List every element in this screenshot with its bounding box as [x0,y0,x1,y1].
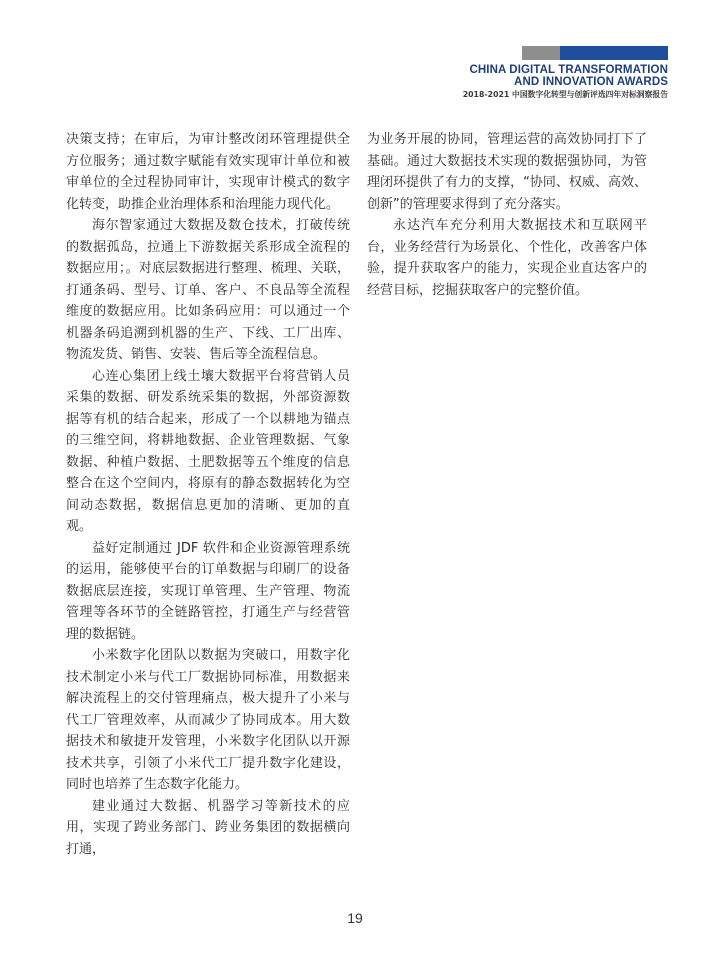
header-bar-blue [560,46,668,60]
header-subtitle: 2018-2021 中国数字化转型与创新评选四年对标洞察报告 [462,90,668,99]
paragraph: 海尔智家通过大数据及数仓技术，打破传统的数据孤岛，拉通上下游数据关系形成全流程的数据应用；。对底层数据进行整理、梳理、关联，打通条码、型号、订单、客户、不良品等全流程维度的数据应用。比如条码应用：可以通过一个机器条码追溯到机器的生产、下线、工厂出库、物流发货、销售、安装、售后等全流程信息。 [66,218,350,362]
paragraph: 永达汽车充分利用大数据技术和互联网平台，业务经营行为场景化、个性化，改善客户体验，提升获取客户的能力，实现企业直达客户的经营目标，挖掘获取客户的完整价值。 [367,218,647,298]
header-title-line2: AND INNOVATION AWARDS [514,76,668,88]
paragraph: 决策支持；在审后，为审计整改闭环管理提供全方位服务；通过数字赋能有效实现审计单位和被审单位的全过程协同审计，实现审计模式的数字化转变，助推企业治理体系和治理能力现代化。 [66,132,350,212]
paragraph: 为业务开展的协同，管理运营的高效协同打下了基础。通过大数据技术实现的数据强协同，为管理闭环提供了有力的支撑，“协同、权威、高效、创新”的管理要求得到了充分落实。 [367,132,647,212]
paragraph: 益好定制通过 JDF 软件和企业资源管理系统的运用，能够使平台的订单数据与印刷厂的设备数据底层连接，实现订单管理、生产管理、物流管理等各环节的全链路管控，打通生产与经营管理的数据链。 [66,540,350,642]
paragraph: 小米数字化团队以数据为突破口，用数字化技术制定小米与代工厂数据协同标准，用数据来解决流程上的交付管理痛点，极大提升了小米与代工厂管理效率，从而减少了协同成本。用大数据技术和敏捷开发管理，小米数字化团队以开源技术共享，引领了小米代工厂提升数字化建设，同时也培养了生态数字化能力。 [66,648,350,792]
header-bar-gray [522,46,560,60]
paragraph: 心连心集团上线土壤大数据平台将营销人员采集的数据、研发系统采集的数据，外部资源数据等有机的结合起来，形成了一个以耕地为锚点的三维空间，将耕地数据、企业管理数据、气象数据、种植户数据、土肥数据等五个维度的信息整合在这个空间内，将原有的静态数据转化为空间动态数据，数据信息更加的清晰、更加的直观。 [66,368,350,534]
left-column [66,129,350,860]
header-title-line1: CHINA DIGITAL TRANSFORMATION [469,64,668,76]
page-number: 19 [347,910,363,926]
paragraph: 建业通过大数据、机器学习等新技术的应用，实现了跨业务部门、跨业务集团的数据横向打通， [66,798,350,857]
header-color-bars [522,46,668,60]
right-column [367,129,647,301]
